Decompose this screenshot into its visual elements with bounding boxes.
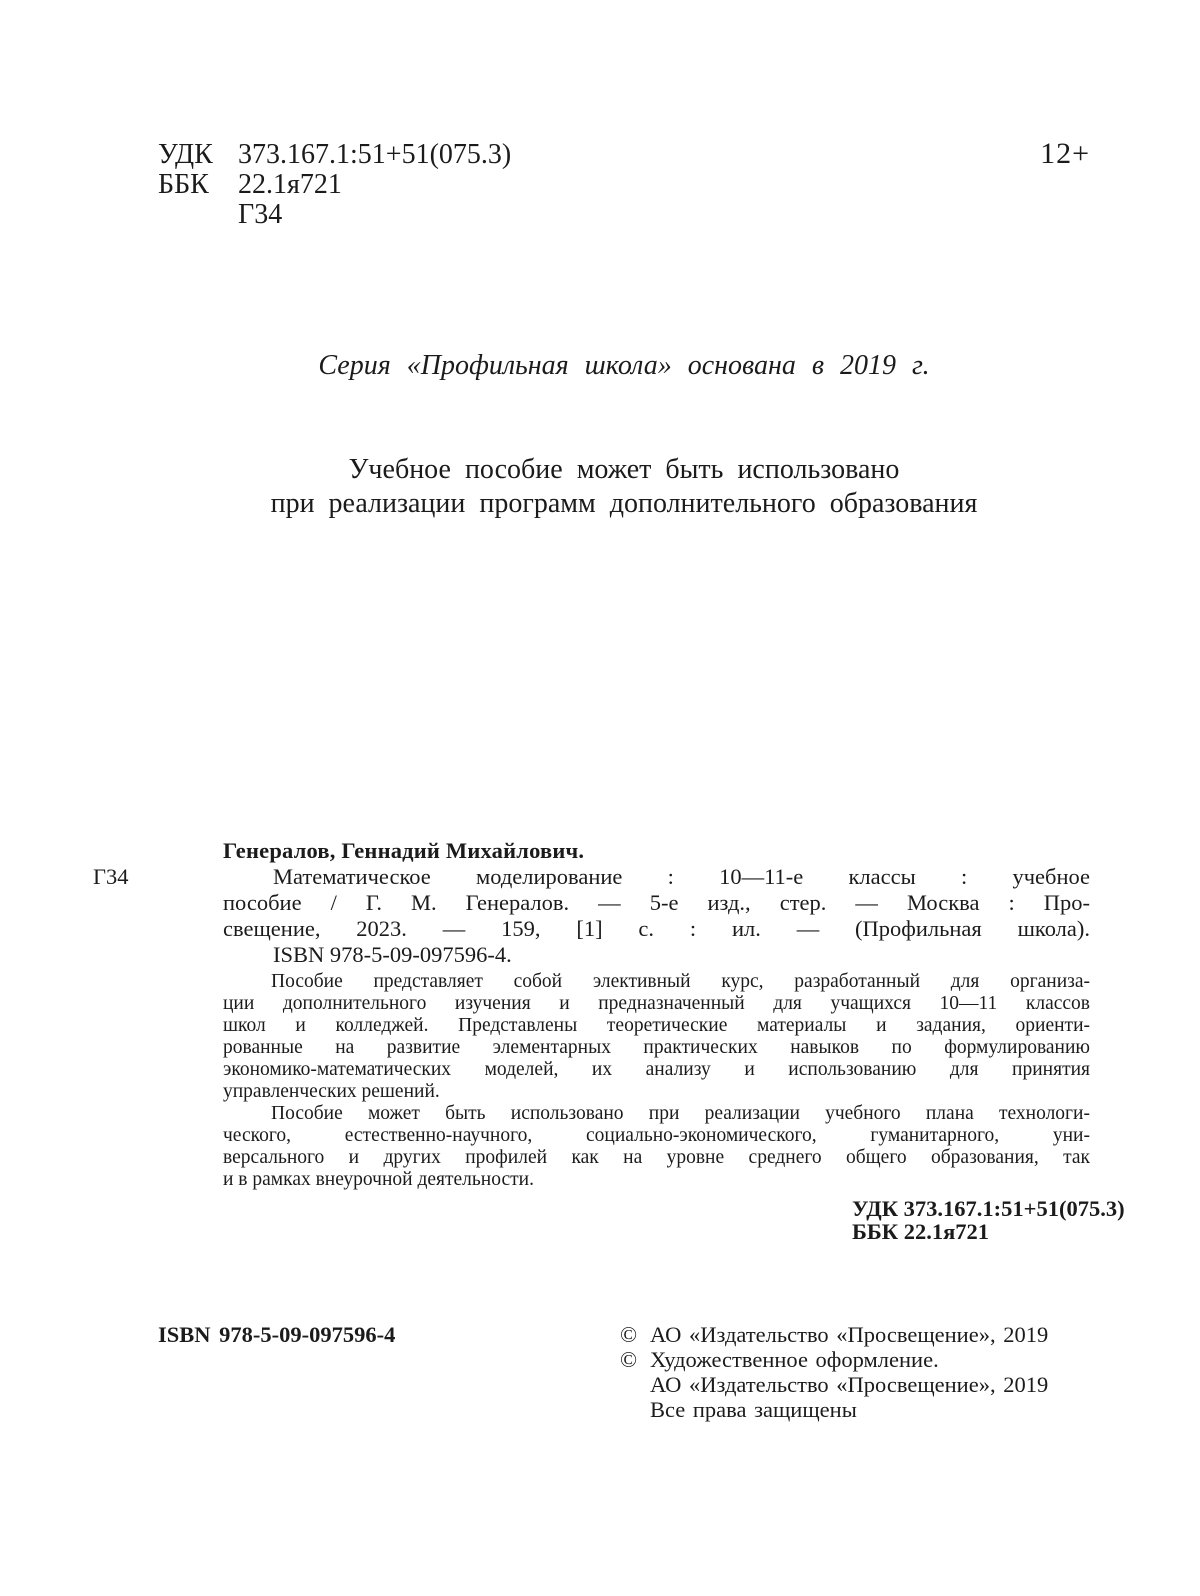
bbk-label: ББК [158,169,209,200]
copyright-line: Все права защищены [650,1397,857,1422]
annotation-line: рованные на развитие элементарных практических навыков по формулированию [223,1037,1090,1058]
description-line: пособие / Г. М. Генералов. — 5-е изд., стер. — Москва : Про- [223,890,1090,915]
copyright-line: © Художественное оформление. [620,1347,939,1372]
bibliographic-description [93,838,1125,1244]
udk-repeat: УДК 373.167.1:51+51(075.3) [852,1196,1125,1221]
copyright-symbol: © [620,1322,638,1347]
age-restriction-mark: 12+ [1040,137,1090,170]
udk-label: УДК [158,139,213,170]
annotation-line: Пособие может быть использовано при реализации учебного плана технологи- [271,1103,1090,1124]
copyright-block [158,1322,1090,1422]
series-note: Серия «Профильная школа» основана в 2019 г. [318,350,930,381]
annotation-line: экономико-математических моделей, их анализу и использованию для принятия [223,1059,1090,1080]
author-code-line [158,200,1090,230]
classification-block [158,137,1090,230]
author-code-hanging: Г34 [93,864,129,889]
description-line: свещение, 2023. — 159, [1] с. : ил. — (Профильная школа). [223,916,1090,941]
copyright-line: АО «Издательство «Просвещение», 2019 [650,1372,1049,1397]
bbk-value: 22.1я721 [238,169,342,200]
usage-note-line-1: Учебное пособие может быть использовано [348,454,900,485]
author-code: Г34 [238,199,283,230]
bbk-repeat: ББК 22.1я721 [852,1219,989,1244]
annotation-line: управленческих решений. [223,1081,440,1102]
annotation-line: ции дополнительного изучения и предназначенный для учащихся 10—11 классов [223,993,1090,1014]
usage-note [158,453,1090,521]
annotation-line: школ и колледжей. Представлены теоретические материалы и задания, ориенти- [223,1015,1090,1036]
udk-line [158,137,1090,170]
annotation [223,971,1090,1191]
description-line: Математическое моделирование : 10—11-е классы : учебное [273,864,1090,889]
copyright-symbol: © [620,1347,638,1372]
copyright-line: © АО «Издательство «Просвещение», 2019 [620,1322,1049,1347]
udk-value: 373.167.1:51+51(075.3) [238,139,512,170]
bbk-line [158,170,1090,200]
author-name: Генералов, Геннадий Михайлович. [223,838,585,863]
annotation-line: и в рамках внеурочной деятельности. [223,1169,534,1190]
classification-repeat-block [852,1196,1125,1244]
usage-note-line-2: при реализации программ дополнительного образования [270,488,978,519]
isbn-number: ISBN 978-5-09-097596-4 [158,1322,396,1347]
annotation-line: версального и других профилей как на уровне среднего общего образования, так [223,1147,1090,1168]
annotation-line: ческого, естественно-научного, социально-экономического, гуманитарного, уни- [223,1125,1090,1146]
annotation-line: Пособие представляет собой элективный курс, разработанный для организа- [271,971,1090,992]
isbn-line: ISBN 978-5-09-097596-4. [273,942,512,967]
